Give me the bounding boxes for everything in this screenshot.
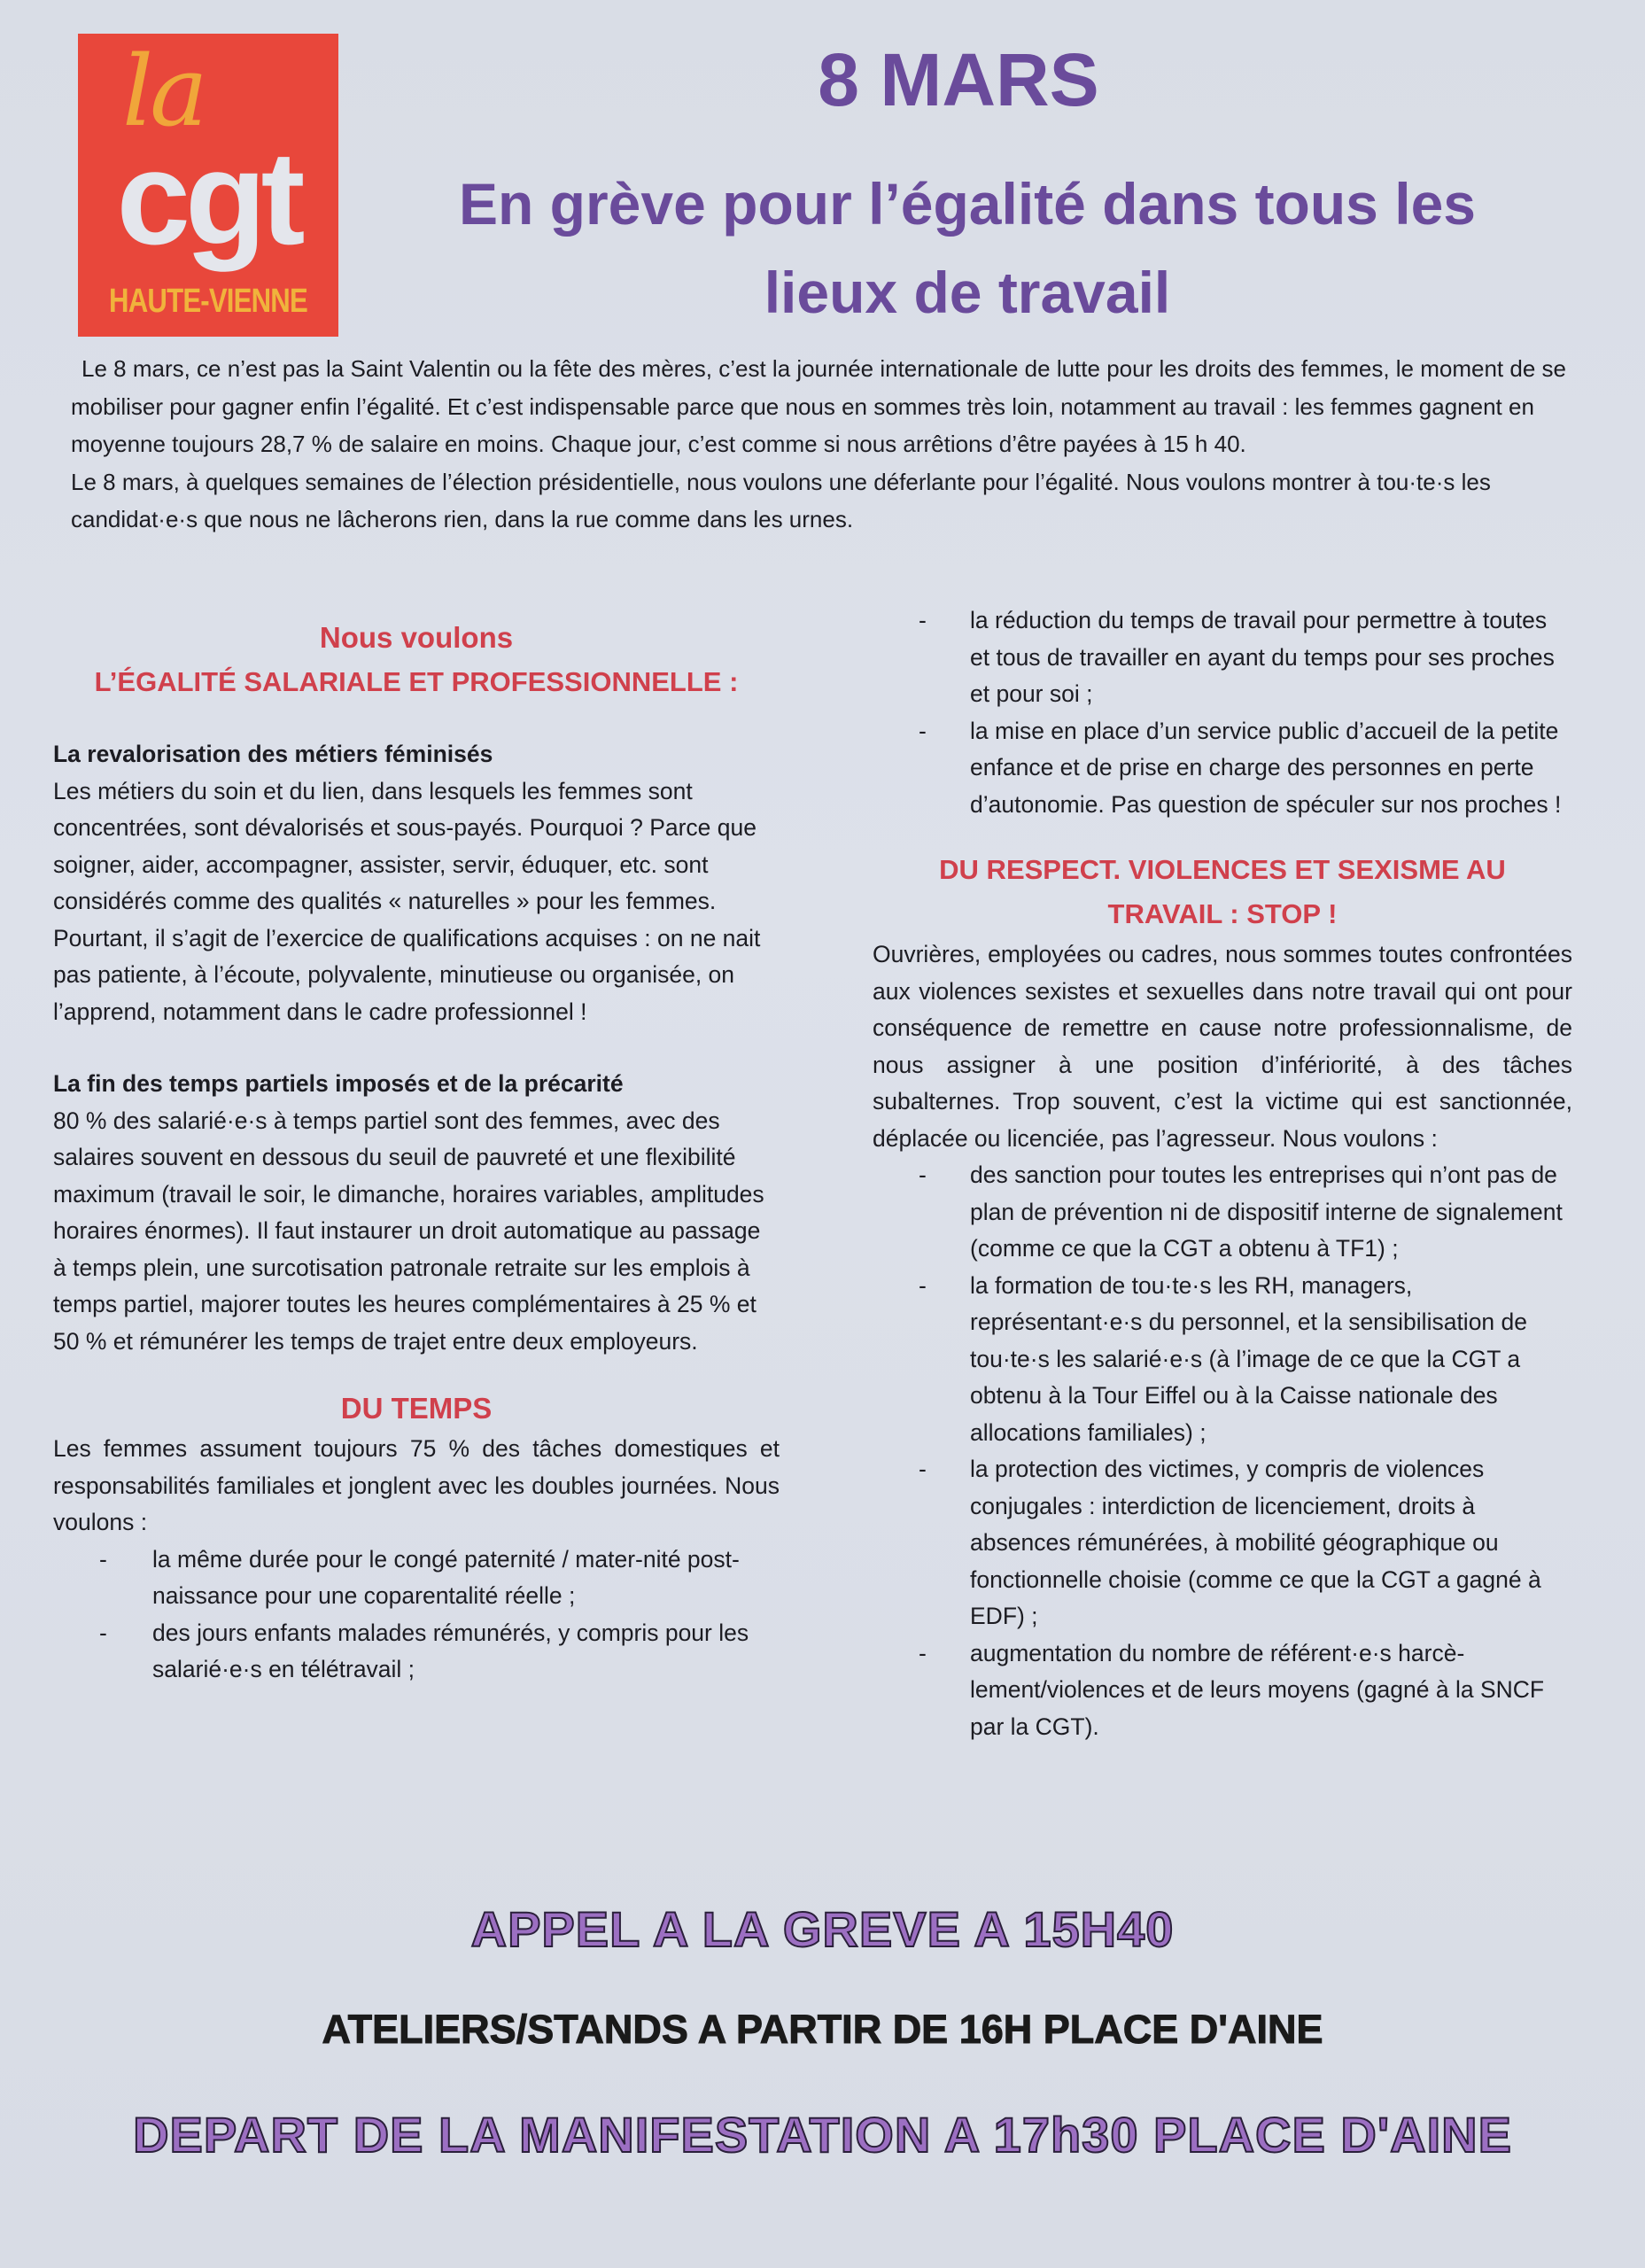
section-temps-partiels-title: La fin des temps partiels imposés et de la précarité <box>53 1070 624 1097</box>
subtitle-line-2: lieux de travail <box>764 260 1171 325</box>
heading-respect-line-1: DU RESPECT. VIOLENCES ET SEXISME AU <box>939 854 1506 885</box>
dash-bullet-icon: - <box>919 1456 927 1482</box>
list-item: - la même durée pour le congé paternité / mater-nité post-naissance pour une coparentalité réelle ; <box>53 1542 780 1615</box>
strike-call: APPEL A LA GREVE A 15H40 <box>470 1901 1175 1957</box>
dash-bullet-icon: - <box>919 1271 927 1299</box>
intro-paragraph-2: Le 8 mars, à quelques semaines de l’élection présidentielle, nous voulons une déferlante pour l’égalité. Nous voulons montrer à tou·te·s les candidat·e·s que nous ne lâcherons rien, dans la rue comme dans les urnes. <box>71 468 1491 532</box>
workshops-info: ATELIERS/STANDS A PARTIR DE 16H PLACE D'AINE <box>322 2007 1323 2052</box>
section-respect-body: Ouvrières, employées ou cadres, nous sommes toutes confrontées aux violences sexistes et sexuelles dans notre travail qui ont pour conséquence de remettre en cause notre professionnalisme, de nous assigner à une position d’infériorité, à des tâches subalternes. Trop souvent, c’est la victime qui est sanctionnée, déplacée ou licenciée, pas l’agresseur. Nous voulons : <box>873 941 1572 1152</box>
left-column <box>53 616 780 1689</box>
section-du-temps-body: Les femmes assument toujours 75 % des tâches domestiques et responsabilités familiales et jonglent avec les doubles journées. Nous voulons : <box>53 1435 780 1535</box>
logo-name: cgt <box>116 123 300 272</box>
du-temps-list-continued <box>873 602 1572 823</box>
du-temps-list <box>53 1542 780 1689</box>
dash-bullet-icon: - <box>99 1545 107 1573</box>
heading-du-temps: DU TEMPS <box>340 1392 493 1425</box>
dash-bullet-icon: - <box>99 1619 107 1646</box>
right-column <box>873 602 1572 1745</box>
logo-region: HAUTE-VIENNE <box>109 283 307 320</box>
logo-script-text: la <box>122 35 205 148</box>
dash-bullet-icon: - <box>919 717 927 744</box>
list-item: - des sanction pour toutes les entreprises qui n’ont pas de plan de prévention ni de dispositif interne de signalement (comme ce que la CGT a obtenu à TF1) ; <box>873 1157 1572 1268</box>
intro-text <box>71 350 1577 539</box>
dash-bullet-icon: - <box>919 1161 927 1188</box>
dash-bullet-icon: - <box>919 607 927 633</box>
page-subtitle <box>338 159 1596 337</box>
heading-egalite: L’ÉGALITÉ SALARIALE ET PROFESSIONNELLE : <box>94 666 739 697</box>
march-info: DEPART DE LA MANIFESTATION A 17h30 PLACE D'AINE <box>133 2107 1512 2163</box>
respect-list <box>873 1157 1572 1745</box>
cgt-logo <box>78 34 338 337</box>
section-revalorisation-body: Les métiers du soin et du lien, dans lesquels les femmes sont concentrées, sont dévalorisés et sous-payés. Pourquoi ? Parce que soigner, aider, accompagner, assister, servir, éduquer, etc. sont considérés comme des qualités « naturelles » pour les femmes. Pourtant, il s’agit de l’exercice de qualifications acquises : on ne nait pas patiente, à l’écoute, polyvalente, minutieuse ou organisée, on l’apprend, notamment dans le cadre professionnel ! <box>53 777 761 1025</box>
list-item: - augmentation du nombre de référent·e·s harcè-lement/violences et de leurs moyens (gagné à la SNCF par la CGT). <box>873 1635 1572 1746</box>
list-item: - la mise en place d’un service public d’accueil de la petite enfance et de prise en charge des personnes en perte d’autonomie. Pas question de spéculer sur nos proches ! <box>873 713 1572 824</box>
section-temps-partiels-body: 80 % des salarié·e·s à temps partiel sont des femmes, avec des salaires souvent en dessous du seuil de pauvreté et une flexibilité maximum (travail le soir, le dimanche, horaires variables, amplitudes horaires énormes). Il faut instaurer un droit automatique au passage à temps plein, une surcotisation patronale retraite sur les emplois à temps partiel, majorer toutes les heures complémentaires à 25 % et 50 % et rémunérer les temps de trajet entre deux employeurs. <box>53 1107 764 1355</box>
heading-respect-line-2: TRAVAIL : STOP ! <box>1107 898 1338 929</box>
list-item: - la protection des victimes, y compris de violences conjugales : interdiction de licenciement, droits à absences rémunérées, à mobilité géographique ou fonctionnelle choisie (comme ce que la CGT a gagné à EDF) ; <box>873 1451 1572 1635</box>
dash-bullet-icon: - <box>919 1639 927 1666</box>
heading-nous-voulons: Nous voulons <box>319 621 514 654</box>
list-item: - la réduction du temps de travail pour permettre à toutes et tous de travailler en ayant du temps pour ses proches et pour soi ; <box>873 602 1572 713</box>
section-revalorisation-title: La revalorisation des métiers féminisés <box>53 741 493 767</box>
list-item: - la formation de tou·te·s les RH, managers, représentant·e·s du personnel, et la sensibilisation de tou·te·s les salarié·e·s (à l’image de ce que la CGT a obtenu à la Tour Eiffel ou à la Caisse nationale des allocations familiales) ; <box>873 1268 1572 1452</box>
page-title: 8 MARS <box>818 38 1099 121</box>
subtitle-line-1: En grève pour l’égalité dans tous les <box>459 171 1476 237</box>
list-item: - des jours enfants malades rémunérés, y compris pour les salarié·e·s en télétravail ; <box>53 1615 780 1689</box>
intro-paragraph-1: Le 8 mars, ce n’est pas la Saint Valentin ou la fête des mères, c’est la journée internationale de lutte pour les droits des femmes, le moment de se mobiliser pour gagner enfin l’égalité. Et c’est indispensable parce que nous en sommes très loin, notamment au travail : les femmes gagnent en moyenne toujours 28,7 % de salaire en moins. Chaque jour, c’est comme si nous arrêtions d’être payées à 15 h 40. <box>71 355 1566 457</box>
